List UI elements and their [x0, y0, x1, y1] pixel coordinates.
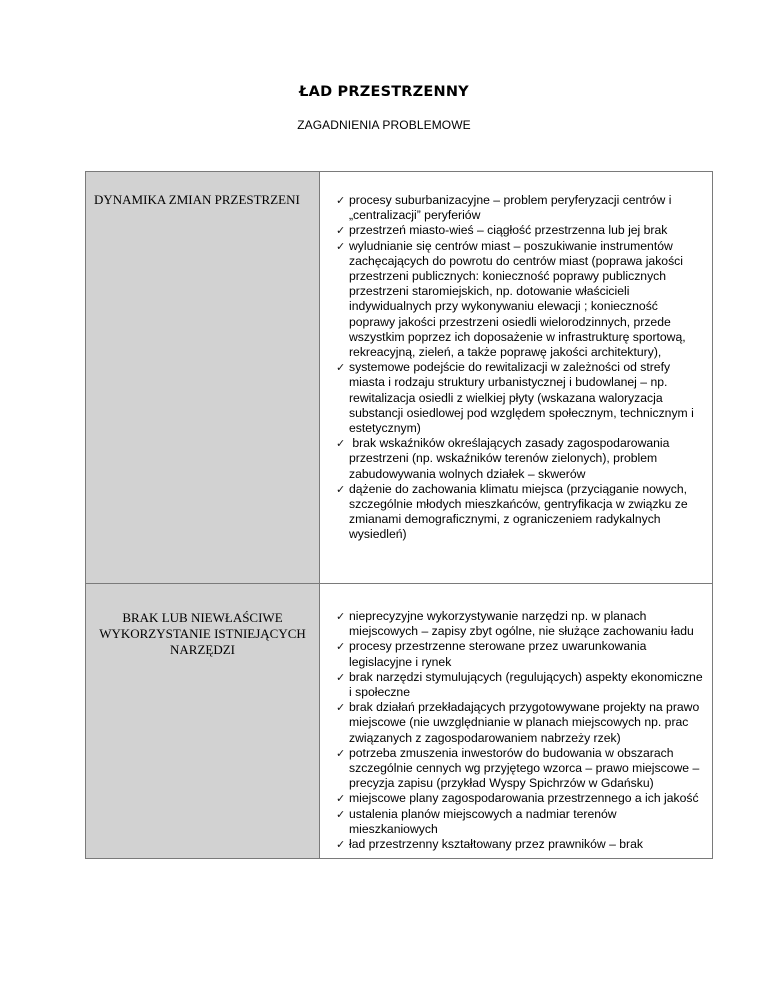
checkmark-icon: ✓: [336, 194, 346, 207]
list-item: [326, 791, 706, 806]
list-item-text: brak działań przekładających przygotowywane projekty na prawo miejscowe (nie uwzględnianie w planach miejscowych np. prac związanych z zagospodarowaniem nabrzeży rzek): [349, 700, 700, 745]
list-item: [326, 482, 706, 543]
list-item: [326, 609, 706, 639]
issues-table: [85, 171, 713, 859]
table-row: [86, 172, 713, 584]
checkmark-icon: ✓: [336, 670, 346, 684]
checkmark-icon: ✓: [336, 640, 346, 654]
row-content-cell: [320, 584, 713, 859]
list-item: [326, 807, 706, 837]
list-item: [326, 837, 706, 852]
list-item: [326, 223, 706, 238]
list-item: [326, 239, 706, 361]
row-label: BRAK LUB NIEWŁAŚCIWE WYKORZYSTANIE ISTNIEJĄCYCH NARZĘDZI: [99, 610, 306, 657]
list-item: [326, 360, 706, 436]
list-item-text: dążenie do zachowania klimatu miejsca (przyciąganie nowych, szczególnie młodych mieszkańców, gentryfikacja w związku ze zmianami demograficznymi, z ograniczeniem radykalnych wysiedleń): [349, 481, 688, 542]
checkmark-icon: ✓: [336, 807, 346, 821]
check-list: [320, 172, 712, 557]
list-item: [326, 700, 706, 746]
list-item-text: przestrzeń miasto-wieś – ciągłość przestrzenna lub jej brak: [349, 223, 668, 238]
list-item-text: potrzeba zmuszenia inwestorów do budowania w obszarach szczególnie cennych wg przyjętego wzorca – prawo miejscowe – precyzja zapisu (przykład Wyspy Spichrzów w Gdańsku): [349, 745, 700, 791]
checkmark-icon: ✓: [336, 838, 346, 852]
list-item: [326, 639, 706, 669]
list-item-text: miejscowe plany zagospodarowania przestrzennego a ich jakość: [349, 791, 699, 806]
list-item-text: brak wskaźników określających zasady zagospodarowania przestrzeni (np. wskaźników terenów zielonych), problem zabudowywania wolnych działek – skwerów: [349, 436, 670, 481]
list-item: [326, 746, 706, 792]
list-item-text: systemowe podejście do rewitalizacji w zależności od strefy miasta i rodzaju struktury urbanistycznej i budowlanej – np. rewitalizacja osiedli z wielkiej płyty (wskazana waloryzacja substancji osiedlowej pod względem społecznym, technicznym i estetycznym): [349, 360, 694, 436]
checkmark-icon: ✓: [336, 361, 346, 375]
row-label-cell: [86, 172, 320, 584]
checkmark-icon: ✓: [336, 482, 346, 496]
checkmark-icon: ✓: [336, 792, 346, 806]
row-label-cell: [86, 584, 320, 859]
checkmark-icon: ✓: [336, 701, 346, 715]
list-item: [326, 193, 706, 223]
list-item-text: brak narzędzi stymulujących (regulujących) aspekty ekonomiczne i społeczne: [349, 669, 703, 700]
checkmark-icon: ✓: [336, 610, 346, 623]
list-item: [326, 436, 706, 482]
checkmark-icon: ✓: [336, 437, 346, 451]
row-label: DYNAMIKA ZMIAN PRZESTRZENI: [94, 192, 300, 207]
checkmark-icon: ✓: [336, 746, 346, 760]
table-row: [86, 584, 713, 859]
list-item: [326, 670, 706, 700]
list-item-text: procesy suburbanizacyjne – problem peryferyzacji centrów i „centralizacji” peryferiów: [349, 193, 672, 223]
checkmark-icon: ✓: [336, 224, 346, 238]
list-item-text: ustalenia planów miejscowych a nadmiar terenów mieszkaniowych: [349, 806, 617, 836]
list-item-text: ład przestrzenny kształtowany przez prawników – brak: [349, 837, 643, 852]
document-subtitle: ZAGADNIENIA PROBLEMOWE: [297, 118, 471, 132]
list-item-text: procesy przestrzenne sterowane przez uwarunkowania legislacyjne i rynek: [349, 639, 647, 669]
list-item-text: nieprecyzyjne wykorzystywanie narzędzi np. w planach miejscowych – zapisy zbyt ogólne, nie służące zachowaniu ładu: [349, 609, 694, 639]
row-content-cell: [320, 172, 713, 584]
checkmark-icon: ✓: [336, 239, 346, 253]
document-title: ŁAD PRZESTRZENNY: [299, 84, 469, 100]
check-list: [320, 584, 712, 858]
list-item-text: wyludnianie się centrów miast – poszukiwanie instrumentów zachęcających do powrotu do centrów miast (poprawa jakości przestrzeni publicznych: konieczność poprawy publicznych przestrzeni staromiejskich, np. dotowanie właścicieli indywidualnych przy wykonywaniu elewacji ; konieczność poprawy jakości przestrzeni osiedli wielorodzinnych, przede wszystkim poprzez ich doposażenie w infrastrukturę sportową, rekreacyjną, zieleń, a także poprawę jakości architektury),: [349, 238, 686, 360]
